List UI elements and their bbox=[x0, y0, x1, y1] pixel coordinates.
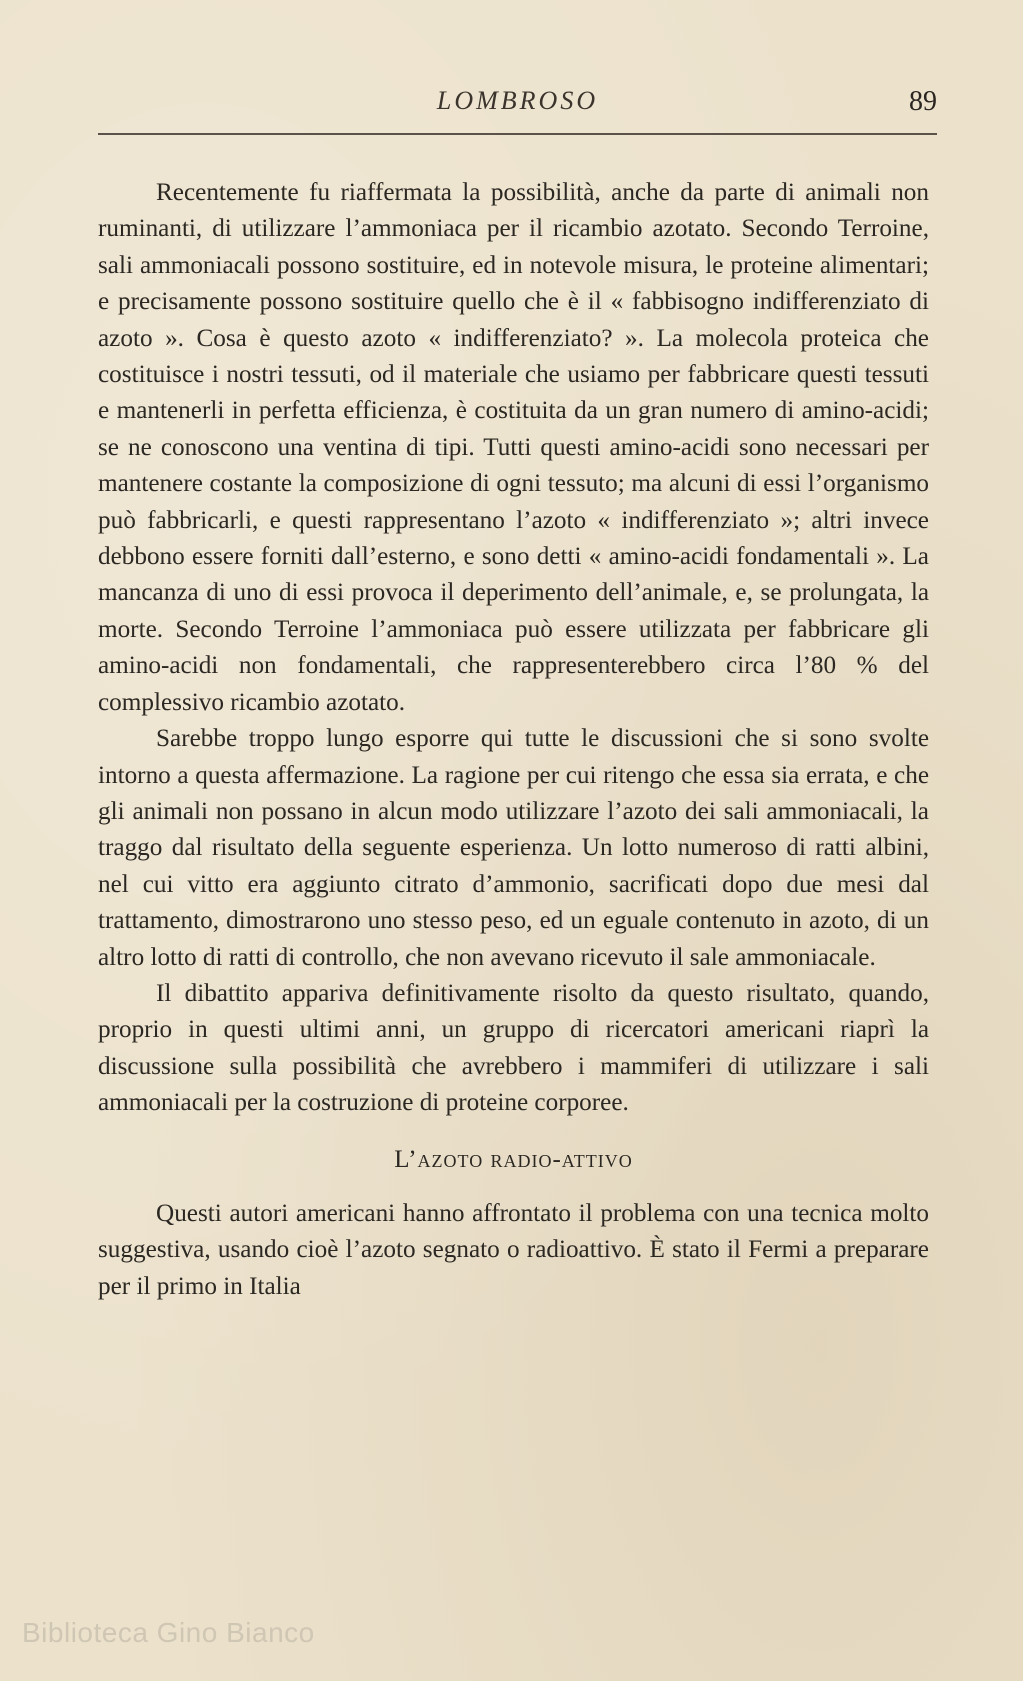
library-watermark: Biblioteca Gino Bianco bbox=[22, 1617, 315, 1648]
paragraph: Il dibattito appariva definitivamente risolto da questo risultato, quando, proprio in questi ultimi anni, un gruppo di ricercatori americani riaprì la discussione sulla possibilità che avrebbero i mammiferi di utilizzare i sali ammoniacali per la costruzione di proteine corporee. bbox=[98, 979, 929, 1117]
page-header bbox=[98, 86, 937, 130]
header-rule bbox=[98, 133, 937, 135]
paragraph: Sarebbe troppo lungo esporre qui tutte le discussioni che si sono svolte intorno a questa affermazione. La ragione per cui ritengo che essa sia errata, e che gli animali non possano in alcun modo utilizzare l’azoto dei sali ammoniacali, la traggo dal risultato della seguente esperienza. Un lotto numeroso di ratti albini, nel cui vitto era aggiunto citrato d’ammonio, sacrificati dopo due mesi dal trattamento, dimostrarono uno stesso peso, ed un eguale contenuto in azoto, di un altro lotto di ratti di controllo, che non avevano ricevuto il sale ammoniacale. bbox=[98, 725, 929, 971]
running-head: LOMBROSO bbox=[436, 86, 599, 115]
body-text bbox=[98, 175, 929, 1305]
paragraph: Questi autori americani hanno affrontato il problema con una tecnica molto suggestiva, usando cioè l’azoto segnato o radioattivo. È stato il Fermi a preparare per il primo in Italia bbox=[98, 1199, 929, 1300]
paragraph: Recentemente fu riaffermata la possibilità, anche da parte di animali non ruminanti, di utilizzare l’ammoniaca per il ricambio azotato. Secondo Terroine, sali ammoniacali possono sostituire, ed in notevole misura, le proteine alimentari; e precisamente possono sostituire quello che è il « fabbisogno indifferenziato di azoto ». Cosa è questo azoto « indifferenziato? ». La molecola proteica che costituisce i nostri tessuti, od il materiale che usiamo per fabbricare questi tessuti e mantenerli in perfetta efficienza, è costituita da un gran numero di amino-acidi; se ne conoscono una ventina di tipi. Tutti questi amino-acidi sono necessari per mantenere costante la composizione di ogni tessuto; ma alcuni di essi l’organismo può fabbricarli, e questi rappresentano l’azoto « indifferenziato »; altri invece debbono essere forniti dall’esterno, e sono detti « amino-acidi fondamentali ». La mancanza di uno di essi provoca il deperimento dell’animale, e, se prolungata, la morte. Secondo Terroine l’ammoniaca può essere utilizzata per fabbricare gli amino-acidi non fondamentali, che rappresenterebbero circa l’80 % del complessivo ricambio azotato. bbox=[98, 179, 929, 716]
page-number: 89 bbox=[909, 86, 937, 117]
section-heading: L’azoto radio-attivo bbox=[394, 1145, 633, 1173]
